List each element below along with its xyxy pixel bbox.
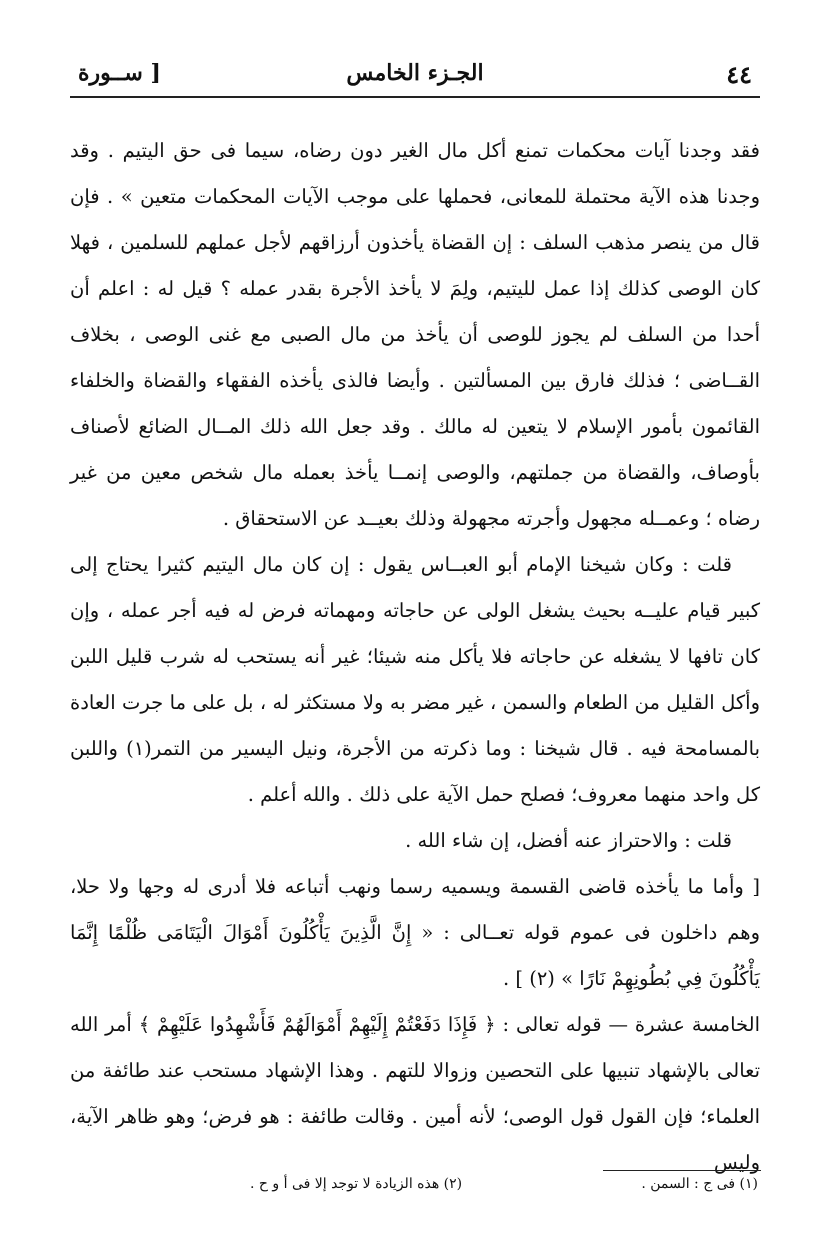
running-title: الجـزء الخامس	[346, 60, 484, 86]
header-rule	[70, 96, 760, 98]
page-body	[70, 128, 760, 1186]
footnote: (٢) هذه الزيادة لا توجد إلا فى أ و ح .	[250, 1176, 463, 1192]
footnote-rule	[603, 1170, 761, 1171]
footnotes	[250, 1176, 758, 1192]
page-header	[70, 58, 760, 94]
paragraph: الخامسة عشرة — قوله تعالى : ﴿ فَإِذَا دَفَعْتُمْ إِلَيْهِمْ أَمْوَالَهُمْ فَأَشْهِدُوا عَلَيْهِمْ ﴾ أمر الله تعالى بالإشهاد تنبيها على التحصين وزوالا للتهم . وهذا الإشهاد مستحب عند طائفة من العلماء؛ فإن القول قول الوصى؛ لأنه أمين . وقالت طائفة : هو فرض؛ وهو ظاهر الآية، وليس	[70, 1013, 760, 1174]
footnote: (١) فى ج : السمن .	[641, 1176, 758, 1192]
surah-label: [ ســورة	[78, 60, 161, 86]
paragraph: قلت : والاحتراز عنه أفضل، إن شاء الله .	[405, 829, 732, 852]
paragraph: قلت : وكان شيخنا الإمام أبو العبــاس يقول : إن كان مال اليتيم كثيرا يحتاج إلى كبير قيام عليــه بحيث يشغل الولى عن حاجاته ومهماته فرض له فيه أجر عمله ، وإن كان تافها لا يشغله عن حاجاته فلا يأكل منه شيئا؛ غير أنه يستحب له شرب قليل اللبن وأكل القليل من الطعام والسمن ، غير مضر به ولا مستكثر له ، بل على ما جرت العادة بالمسامحة فيه . قال شيخنا : وما ذكرته من الأجرة، ونيل اليسير من التمر(١) واللبن كل واحد منهما معروف؛ فصلح حمل الآية على ذلك . والله أعلم .	[70, 553, 760, 806]
page-number: ٤٤	[726, 60, 752, 89]
paragraph: [ وأما ما يأخذه قاضى القسمة ويسميه رسما ونهب أتباعه فلا أدرى له وجها ولا حلا، وهم داخلون فى عموم قوله تعــالى : « إِنَّ الَّذِينَ يَأْكُلُونَ أَمْوَالَ الْيَتَامَى ظُلْمًا إِنَّمَا يَأْكُلُونَ فِي بُطُونِهِمْ نَارًا » (٢) ] .	[70, 875, 760, 990]
paragraph: فقد وجدنا آيات محكمات تمنع أكل مال الغير دون رضاه، سيما فى حق اليتيم . وقد وجدنا هذه الآية محتملة للمعانى، فحملها على موجب الآيات المحكمات متعين » . فإن قال من ينصر مذهب السلف : إن القضاة يأخذون أرزاقهم لأجل عملهم للسلمين ، فهلا كان الوصى كذلك إذا عمل لليتيم، ولِمَ لا يأخذ الأجرة بقدر عمله ؟ قيل له : اعلم أن أحدا من السلف لم يجوز للوصى أن يأخذ من مال الصبى مع غنى الوصى ، بخلاف القــاضى ؛ فذلك فارق بين المسألتين . وأيضا فالذى يأخذه الفقهاء والقضاة والخلفاء القائمون بأمور الإسلام لا يتعين له مالك . وقد جعل الله ذلك المــال الضائع لأصناف بأوصاف، والقضاة من جملتهم، والوصى إنمــا يأخذ بعمله مال شخص معين من غير رضاه ؛ وعمــله مجهول وأجرته مجهولة وذلك بعيــد عن الاستحقاق .	[70, 139, 760, 530]
